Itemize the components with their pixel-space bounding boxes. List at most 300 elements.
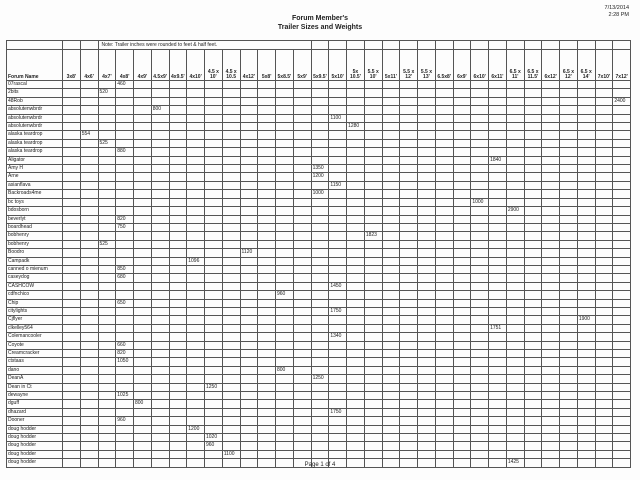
empty-cell [134,450,152,458]
empty-cell [63,81,81,89]
empty-cell [347,434,365,442]
empty-cell [489,400,507,408]
empty-cell [63,299,81,307]
empty-cell [276,123,294,131]
empty-cell [364,123,382,131]
empty-cell [347,114,365,122]
empty-cell [80,97,98,105]
empty-cell [98,316,116,324]
empty-cell [187,282,205,290]
empty-cell [542,215,560,223]
empty-cell [134,442,152,450]
empty-cell [311,400,329,408]
empty-cell [613,215,631,223]
empty-cell [98,148,116,156]
empty-cell [595,265,613,273]
empty-cell [595,350,613,358]
weight-cell: 1840 [489,156,507,164]
empty-cell [542,223,560,231]
empty-cell [595,131,613,139]
empty-cell [187,240,205,248]
empty-cell [187,299,205,307]
empty-cell [471,148,489,156]
empty-cell [595,123,613,131]
empty-cell [205,425,223,433]
empty-cell [542,257,560,265]
table-row [7,265,631,273]
empty-cell [453,316,471,324]
page-footer: Page 1 of 4 [304,462,336,468]
empty-cell [80,299,98,307]
weight-cell: 1425 [506,459,524,467]
empty-cell [418,198,436,206]
empty-cell [506,131,524,139]
empty-cell [489,165,507,173]
empty-cell [382,442,400,450]
empty-cell [80,173,98,181]
empty-cell [524,425,542,433]
empty-cell [382,434,400,442]
empty-cell [293,139,311,147]
empty-cell [453,282,471,290]
empty-cell [364,299,382,307]
empty-cell [506,333,524,341]
empty-cell [506,425,524,433]
empty-cell [293,97,311,105]
empty-cell [595,400,613,408]
empty-cell [489,316,507,324]
empty-cell [471,434,489,442]
empty-cell [542,139,560,147]
empty-cell [169,383,187,391]
empty-cell [258,207,276,215]
empty-cell [524,274,542,282]
empty-cell [560,450,578,458]
empty-cell [382,215,400,223]
forum-name-cell: bdosborn [7,207,63,215]
empty-cell [577,358,595,366]
empty-cell [311,265,329,273]
empty-cell [418,123,436,131]
weight-cell: 1250 [311,375,329,383]
empty-cell [613,123,631,131]
empty-cell [116,181,134,189]
empty-cell [613,341,631,349]
empty-cell [240,408,258,416]
weight-cell: 960 [205,442,223,450]
empty-cell [80,307,98,315]
table-row [7,316,631,324]
empty-cell [258,232,276,240]
empty-cell [169,299,187,307]
empty-cell [116,123,134,131]
note-blank-cell [489,41,507,50]
empty-cell [222,131,240,139]
empty-cell [489,307,507,315]
empty-cell [63,114,81,122]
empty-cell [418,375,436,383]
empty-cell [347,291,365,299]
empty-cell [400,139,418,147]
empty-cell [63,375,81,383]
empty-cell [471,450,489,458]
empty-cell [435,358,453,366]
empty-cell [418,139,436,147]
empty-cell [169,417,187,425]
empty-cell [151,434,169,442]
empty-cell [400,366,418,374]
empty-cell [560,139,578,147]
empty-cell [489,223,507,231]
empty-cell [276,299,294,307]
empty-cell [240,173,258,181]
empty-cell [435,190,453,198]
empty-cell [276,316,294,324]
empty-cell [524,333,542,341]
empty-cell [435,148,453,156]
empty-cell [347,207,365,215]
empty-cell [595,198,613,206]
forum-name-cell: citylights [7,307,63,315]
empty-cell [134,81,152,89]
empty-cell [418,299,436,307]
page-title [0,14,640,32]
empty-cell [435,383,453,391]
empty-cell [80,392,98,400]
empty-cell [347,139,365,147]
table-row [7,181,631,189]
empty-cell [258,291,276,299]
empty-cell [613,232,631,240]
empty-cell [240,358,258,366]
empty-cell [98,282,116,290]
empty-cell [258,417,276,425]
weight-cell: 1000 [311,190,329,198]
empty-cell [577,257,595,265]
empty-cell [418,131,436,139]
empty-cell [169,232,187,240]
empty-cell [187,333,205,341]
empty-cell [98,408,116,416]
empty-cell [134,223,152,231]
empty-cell [116,97,134,105]
table-row [7,425,631,433]
empty-cell [63,249,81,257]
table-row [7,207,631,215]
table-row [7,350,631,358]
empty-cell [489,358,507,366]
empty-cell [471,299,489,307]
empty-cell [98,383,116,391]
empty-cell [542,81,560,89]
empty-cell [613,265,631,273]
empty-cell [151,265,169,273]
empty-cell [187,249,205,257]
empty-cell [577,324,595,332]
empty-cell [98,232,116,240]
empty-cell [560,333,578,341]
empty-cell [364,450,382,458]
empty-cell [98,392,116,400]
empty-cell [63,392,81,400]
empty-cell [471,324,489,332]
empty-cell [435,181,453,189]
empty-cell [63,232,81,240]
empty-cell [134,417,152,425]
empty-cell [80,366,98,374]
empty-cell [116,232,134,240]
empty-cell [63,240,81,248]
empty-cell [577,265,595,273]
empty-cell [435,307,453,315]
empty-cell [98,215,116,223]
empty-cell [382,89,400,97]
empty-cell [116,249,134,257]
empty-cell [187,89,205,97]
empty-cell [364,114,382,122]
empty-cell [151,450,169,458]
empty-cell [435,299,453,307]
empty-cell [222,350,240,358]
empty-cell [80,274,98,282]
empty-cell [98,106,116,114]
empty-cell [63,173,81,181]
empty-cell [240,106,258,114]
empty-cell [542,333,560,341]
empty-cell [524,223,542,231]
empty-cell [63,282,81,290]
empty-cell [453,123,471,131]
empty-cell [205,232,223,240]
empty-cell [506,190,524,198]
table-row [7,442,631,450]
empty-cell [205,249,223,257]
empty-cell [418,307,436,315]
empty-cell [329,400,347,408]
empty-cell [524,350,542,358]
empty-cell [169,81,187,89]
empty-cell [205,366,223,374]
empty-cell [506,434,524,442]
empty-cell [80,223,98,231]
empty-cell [382,81,400,89]
empty-cell [613,223,631,231]
empty-cell [169,366,187,374]
empty-cell [240,165,258,173]
note-blank-cell [7,41,63,50]
empty-cell [347,299,365,307]
empty-cell [471,350,489,358]
empty-cell [134,333,152,341]
empty-cell [258,165,276,173]
empty-cell [489,215,507,223]
empty-cell [382,139,400,147]
empty-cell [222,408,240,416]
empty-cell [222,442,240,450]
empty-cell [560,97,578,105]
empty-cell [116,366,134,374]
empty-cell [80,156,98,164]
empty-cell [382,417,400,425]
empty-cell [80,207,98,215]
empty-cell [382,425,400,433]
empty-cell [311,148,329,156]
empty-cell [258,123,276,131]
empty-cell [169,350,187,358]
empty-cell [418,249,436,257]
empty-cell [382,316,400,324]
column-header-size: 4x9.5' [169,50,187,81]
empty-cell [258,383,276,391]
empty-cell [63,207,81,215]
column-header-size: 4x10' [187,50,205,81]
empty-cell [98,131,116,139]
empty-cell [400,148,418,156]
forum-name-cell: Chip [7,299,63,307]
empty-cell [98,307,116,315]
empty-cell [489,291,507,299]
empty-cell [364,358,382,366]
empty-cell [80,442,98,450]
empty-cell [169,240,187,248]
empty-cell [400,181,418,189]
empty-cell [205,341,223,349]
empty-cell [489,207,507,215]
empty-cell [542,341,560,349]
empty-cell [311,299,329,307]
empty-cell [595,392,613,400]
empty-cell [329,139,347,147]
empty-cell [453,392,471,400]
empty-cell [187,97,205,105]
empty-cell [400,173,418,181]
empty-cell [258,350,276,358]
empty-cell [293,450,311,458]
empty-cell [613,425,631,433]
empty-cell [311,291,329,299]
empty-cell [258,358,276,366]
empty-cell [489,257,507,265]
empty-cell [329,215,347,223]
empty-cell [151,417,169,425]
empty-cell [453,417,471,425]
empty-cell [293,215,311,223]
empty-cell [364,249,382,257]
empty-cell [169,249,187,257]
empty-cell [187,123,205,131]
empty-cell [258,307,276,315]
forum-name-cell: Amy H [7,165,63,173]
empty-cell [222,207,240,215]
empty-cell [524,232,542,240]
empty-cell [364,307,382,315]
empty-cell [329,257,347,265]
empty-cell [222,392,240,400]
empty-cell [560,249,578,257]
empty-cell [258,442,276,450]
empty-cell [435,257,453,265]
empty-cell [382,450,400,458]
empty-cell [471,442,489,450]
empty-cell [205,375,223,383]
empty-cell [98,434,116,442]
empty-cell [151,190,169,198]
table-row [7,81,631,89]
empty-cell [453,408,471,416]
empty-cell [400,333,418,341]
empty-cell [382,274,400,282]
forum-name-cell: doug hodder [7,459,63,467]
empty-cell [560,240,578,248]
empty-cell [453,400,471,408]
empty-cell [560,131,578,139]
empty-cell [347,249,365,257]
column-header-size: 3x8' [63,50,81,81]
empty-cell [329,392,347,400]
empty-cell [293,173,311,181]
column-header-size: 4x9' [134,50,152,81]
empty-cell [524,324,542,332]
empty-cell [489,106,507,114]
empty-cell [435,408,453,416]
empty-cell [151,291,169,299]
empty-cell [98,350,116,358]
empty-cell [506,106,524,114]
empty-cell [276,383,294,391]
empty-cell [506,408,524,416]
empty-cell [560,265,578,273]
empty-cell [560,316,578,324]
empty-cell [258,299,276,307]
empty-cell [187,383,205,391]
empty-cell [613,106,631,114]
empty-cell [151,232,169,240]
empty-cell [151,274,169,282]
empty-cell [524,81,542,89]
empty-cell [524,123,542,131]
empty-cell [134,190,152,198]
empty-cell [453,190,471,198]
empty-cell [116,434,134,442]
empty-cell [222,106,240,114]
empty-cell [471,249,489,257]
empty-cell [311,223,329,231]
empty-cell [63,417,81,425]
empty-cell [418,350,436,358]
empty-cell [382,341,400,349]
empty-cell [506,307,524,315]
empty-cell [400,434,418,442]
empty-cell [205,198,223,206]
empty-cell [506,240,524,248]
empty-cell [400,114,418,122]
empty-cell [240,316,258,324]
empty-cell [258,181,276,189]
empty-cell [63,307,81,315]
empty-cell [471,106,489,114]
empty-cell [276,265,294,273]
empty-cell [98,299,116,307]
table-row [7,215,631,223]
note-blank-cell [506,41,524,50]
empty-cell [542,97,560,105]
empty-cell [506,358,524,366]
empty-cell [187,165,205,173]
empty-cell [151,156,169,164]
empty-cell [258,375,276,383]
table-row [7,450,631,458]
column-header-size: 5x8' [258,50,276,81]
